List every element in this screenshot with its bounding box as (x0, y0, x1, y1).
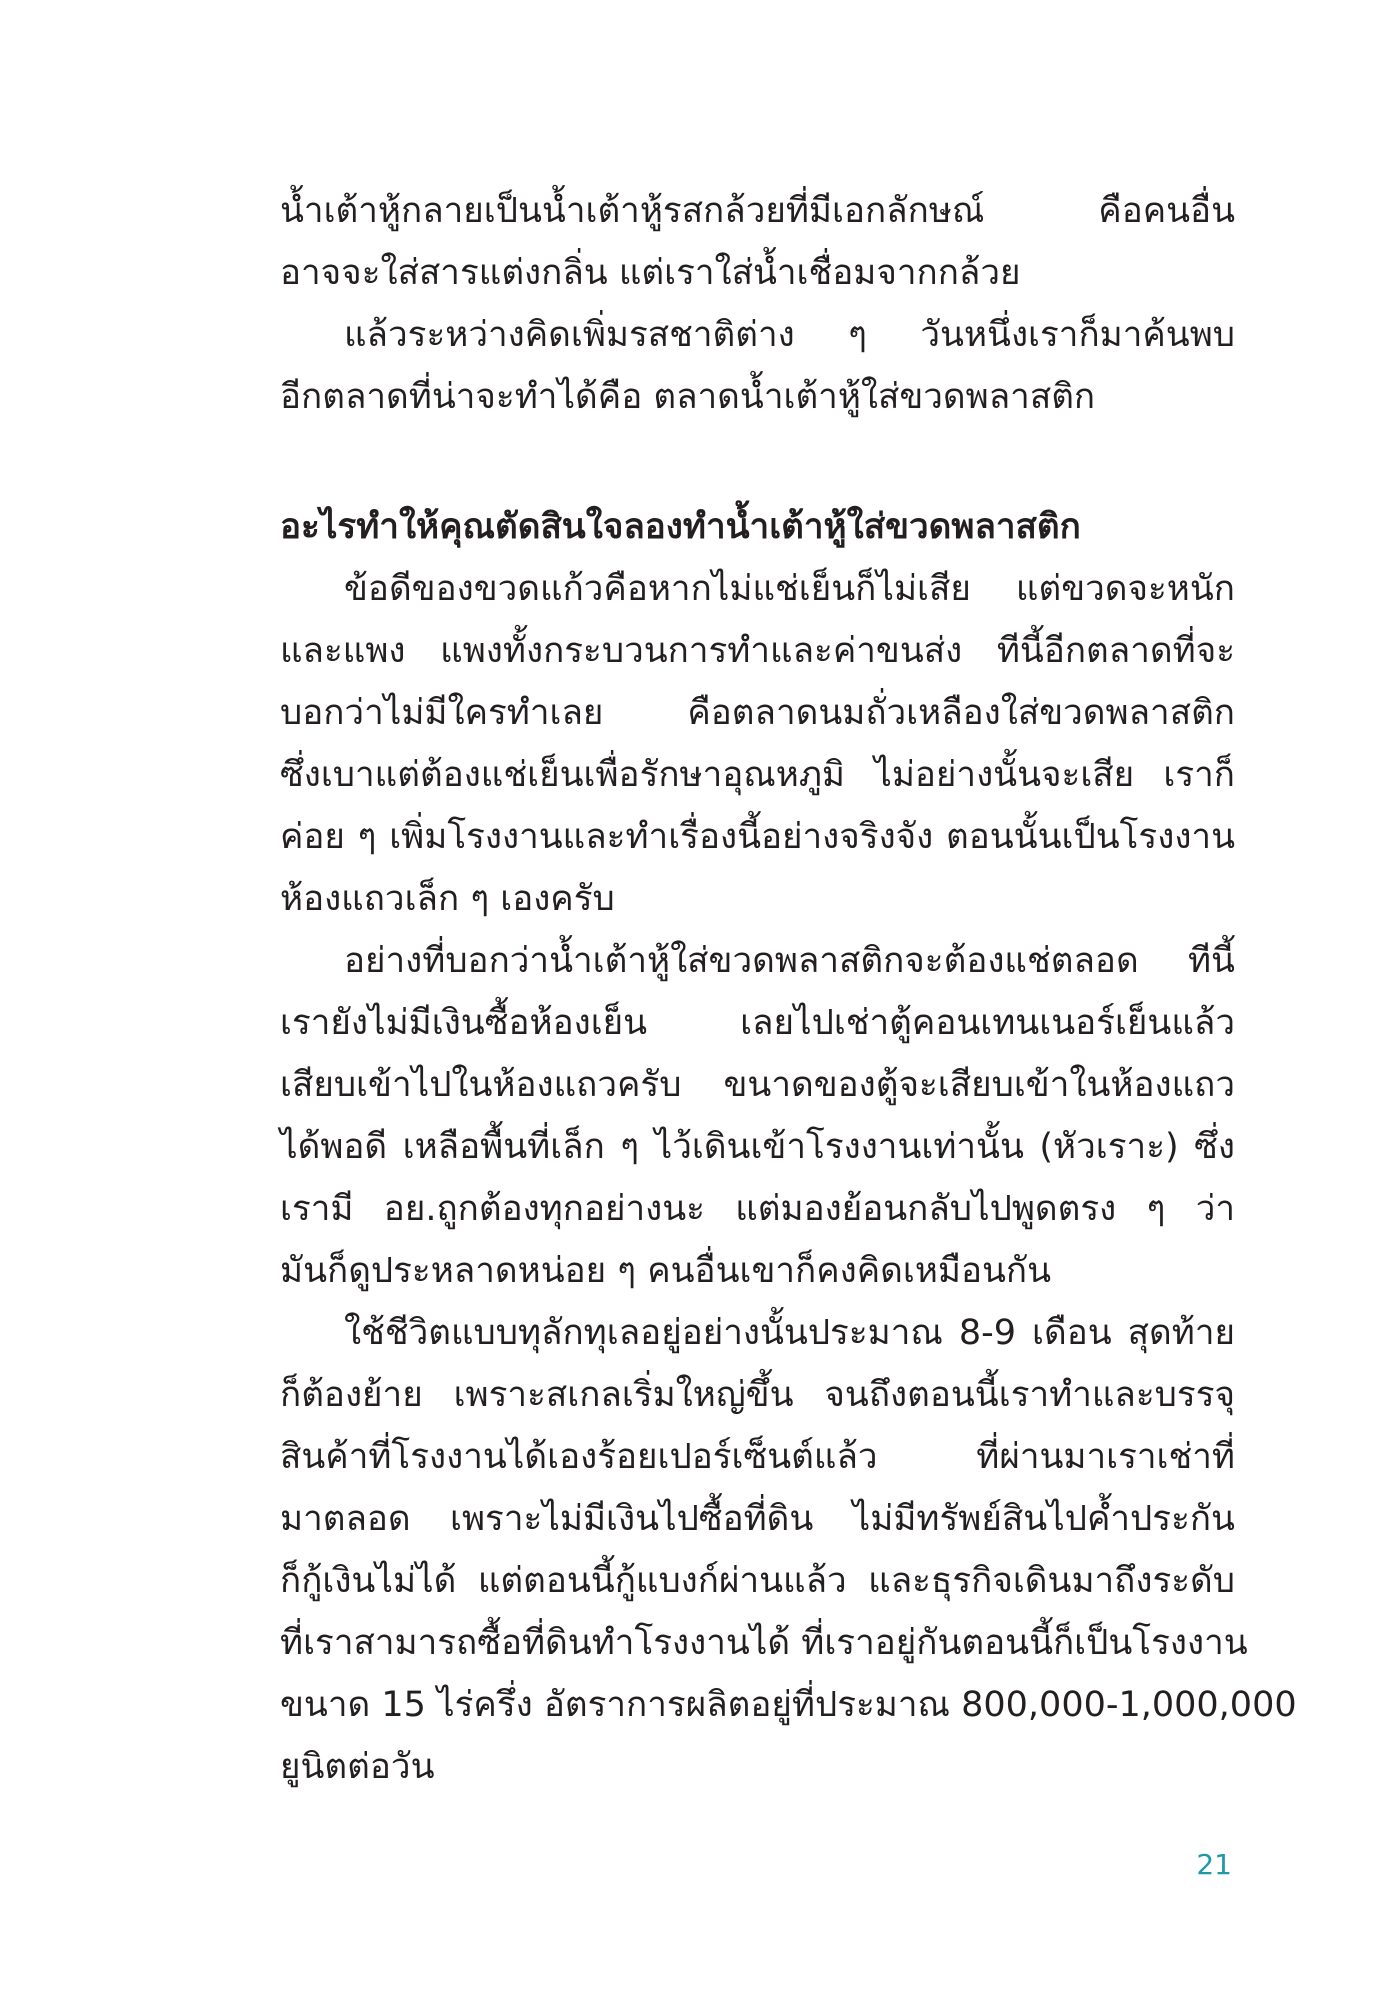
paragraph-body (280, 558, 1297, 1798)
text-line: อย่างที่บอกว่าน้ำเต้าหู้ใส่ขวดพลาสติกจะต้องแช่ตลอด ทีนี้ (344, 941, 1235, 981)
text-line: ที่เราสามารถซื้อที่ดินทำโรงงานได้ ที่เราอยู่กันตอนนี้ก็เป็นโรงงาน (280, 1623, 1248, 1663)
text-line: ค่อย ๆ เพิ่มโรงงานและทำเรื่องนี้อย่างจริงจัง ตอนนั้นเป็นโรงงาน (280, 817, 1235, 857)
text-line: แล้วระหว่างคิดเพิ่มรสชาติต่าง ๆ วันหนึ่งเราก็มาค้นพบ (344, 315, 1235, 355)
text-line: ก็ต้องย้าย เพราะสเกลเริ่มใหญ่ขึ้น จนถึงตอนนี้เราทำและบรรจุ (280, 1375, 1235, 1415)
text-line: สินค้าที่โรงงานได้เองร้อยเปอร์เซ็นต์แล้ว ที่ผ่านมาเราเช่าที่ (280, 1437, 1235, 1477)
text-line: ยูนิตต่อวัน (280, 1747, 435, 1787)
text-line: ก็กู้เงินไม่ได้ แต่ตอนนี้กู้แบงก์ผ่านแล้ว และธุรกิจเดินมาถึงระดับ (280, 1561, 1235, 1601)
text-line: ขนาด 15 ไร่ครึ่ง อัตราการผลิตอยู่ที่ประมาณ 800,000-1,000,000 (280, 1685, 1297, 1725)
text-line: บอกว่าไม่มีใครทำเลย คือตลาดนมถั่วเหลืองใส่ขวดพลาสติก (280, 693, 1235, 733)
page-number: 21 (1196, 1848, 1232, 1881)
text-line: อีกตลาดที่น่าจะทำได้คือ ตลาดน้ำเต้าหู้ใส่ขวดพลาสติก (280, 377, 1096, 417)
text-line: ห้องแถวเล็ก ๆ เองครับ (280, 879, 615, 919)
paragraph-intro (280, 180, 1235, 428)
section-heading: อะไรทำให้คุณตัดสินใจลองทำน้ำเต้าหู้ใส่ขวดพลาสติก (280, 507, 1081, 547)
text-line: อาจจะใส่สารแต่งกลิ่น แต่เราใส่น้ำเชื่อมจากกล้วย (280, 253, 1021, 293)
text-line: และแพง แพงทั้งกระบวนการทำและค่าขนส่ง ทีนี้อีกตลาดที่จะ (280, 631, 1235, 671)
text-line: มันก็ดูประหลาดหน่อย ๆ คนอื่นเขาก็คงคิดเหมือนกัน (280, 1251, 1052, 1291)
text-line: น้ำเต้าหู้กลายเป็นน้ำเต้าหู้รสกล้วยที่มีเอกลักษณ์ คือคนอื่น (280, 191, 1235, 231)
text-line: ซึ่งเบาแต่ต้องแช่เย็นเพื่อรักษาอุณหภูมิ ไม่อย่างนั้นจะเสีย เราก็ (280, 755, 1235, 795)
text-line: ได้พอดี เหลือพื้นที่เล็ก ๆ ไว้เดินเข้าโรงงานเท่านั้น (หัวเราะ) ซึ่ง (280, 1127, 1235, 1167)
text-line: ข้อดีของขวดแก้วคือหากไม่แช่เย็นก็ไม่เสีย แต่ขวดจะหนัก (344, 569, 1235, 609)
text-line: เสียบเข้าไปในห้องแถวครับ ขนาดของตู้จะเสียบเข้าในห้องแถว (280, 1065, 1235, 1105)
text-line: มาตลอด เพราะไม่มีเงินไปซื้อที่ดิน ไม่มีทรัพย์สินไปค้ำประกัน (280, 1499, 1235, 1539)
text-line: เรามี อย.ถูกต้องทุกอย่างนะ แต่มองย้อนกลับไปพูดตรง ๆ ว่า (280, 1189, 1235, 1229)
text-line: ใช้ชีวิตแบบทุลักทุเลอยู่อย่างนั้นประมาณ 8-9 เดือน สุดท้าย (344, 1313, 1235, 1353)
text-line: เรายังไม่มีเงินซื้อห้องเย็น เลยไปเช่าตู้คอนเทนเนอร์เย็นแล้ว (280, 1003, 1235, 1043)
